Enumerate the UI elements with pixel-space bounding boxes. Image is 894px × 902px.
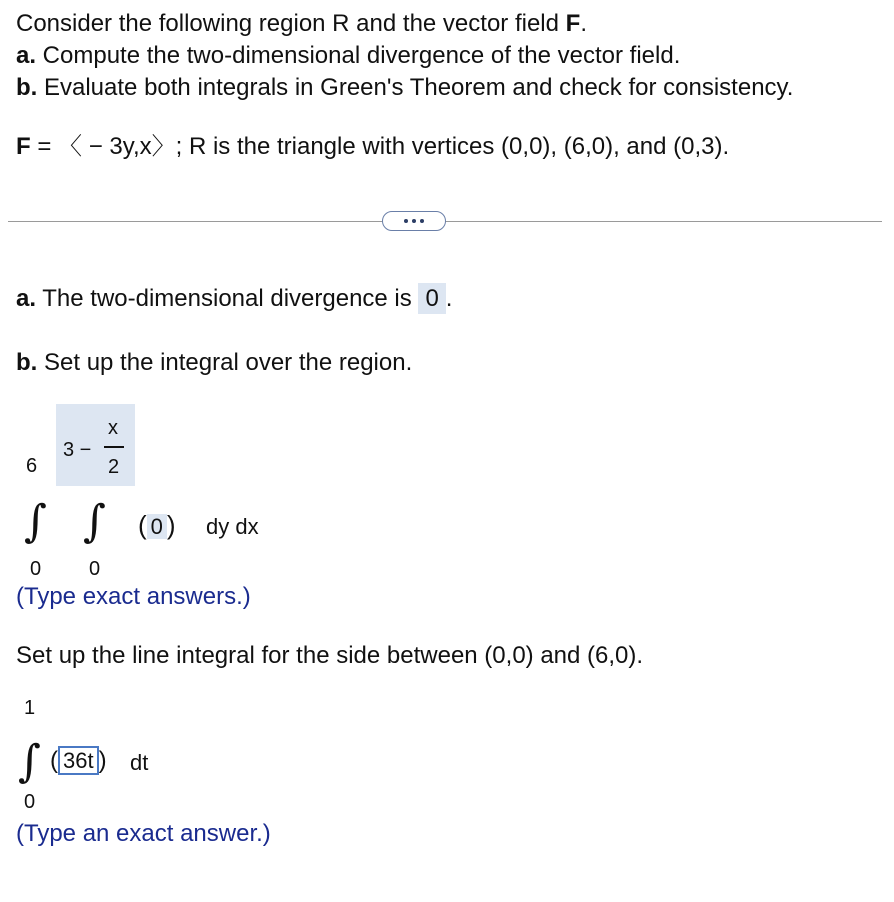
type-exact-answers-hint: (Type exact answers.)	[16, 583, 251, 610]
outer-lower-limit: 0	[30, 558, 42, 580]
field-symbol: F	[16, 133, 31, 160]
integrand-answer[interactable]: 0	[147, 514, 167, 539]
outer-integral-sign: ∫	[24, 496, 47, 547]
answer-a-end: .	[445, 285, 453, 312]
outer-upper-limit: 6	[26, 455, 38, 477]
line-integrand-input[interactable]: 36t	[58, 746, 99, 775]
paren-close: )	[98, 747, 107, 774]
dot-icon	[420, 219, 424, 223]
vector-field-symbol: F	[565, 10, 581, 37]
dot-icon	[404, 219, 408, 223]
paren-close: )	[166, 510, 176, 540]
vector-field-definition	[16, 131, 729, 163]
line-upper-limit: 1	[24, 697, 36, 719]
inner-upper-denominator: 2	[108, 456, 120, 478]
part-b-text: Evaluate both integrals in Green's Theorem and check for consistency.	[37, 74, 794, 101]
region-differentials: dy dx	[206, 514, 259, 539]
question-intro-end: .	[580, 10, 587, 37]
question-part-a	[16, 40, 680, 72]
answer-a-text: The two-dimensional divergence is	[36, 285, 419, 312]
line-differential: dt	[130, 750, 149, 775]
inner-upper-numerator: x	[108, 417, 118, 439]
fraction-bar	[104, 446, 124, 448]
field-equation: = 〈 − 3y,x〉; R is the triangle with vertices (0,0), (6,0), and (0,3).	[30, 133, 730, 160]
line-integral-prompt: Set up the line integral for the side between (0,0) and (6,0).	[16, 642, 644, 669]
dot-icon	[412, 219, 416, 223]
paren-open: (	[138, 510, 147, 540]
inner-integral-sign: ∫	[83, 496, 106, 547]
type-exact-answer-hint: (Type an exact answer.)	[16, 820, 271, 847]
part-a-label: a.	[16, 42, 37, 69]
part-a-text: Compute the two-dimensional divergence of the vector field.	[36, 42, 681, 69]
answer-b-text: Set up the integral over the region.	[37, 349, 413, 376]
question-part-b	[16, 72, 793, 104]
answer-a-label: a.	[16, 285, 37, 312]
answer-a-line	[16, 283, 452, 315]
inner-lower-limit: 0	[89, 558, 101, 580]
line-integrand	[50, 747, 107, 775]
question-intro-text: Consider the following region R and the vector field	[16, 10, 566, 37]
line-lower-limit: 0	[24, 791, 36, 813]
answer-b-line	[16, 347, 412, 379]
answer-b-label: b.	[16, 349, 38, 376]
paren-open: (	[50, 747, 58, 774]
question-intro	[16, 8, 587, 40]
divergence-answer[interactable]: 0	[418, 283, 445, 314]
part-b-label: b.	[16, 74, 38, 101]
more-options-button[interactable]	[382, 211, 446, 231]
line-integral-sign: ∫	[18, 736, 41, 787]
inner-upper-constant: 3 −	[63, 439, 92, 461]
region-integrand	[138, 510, 176, 541]
